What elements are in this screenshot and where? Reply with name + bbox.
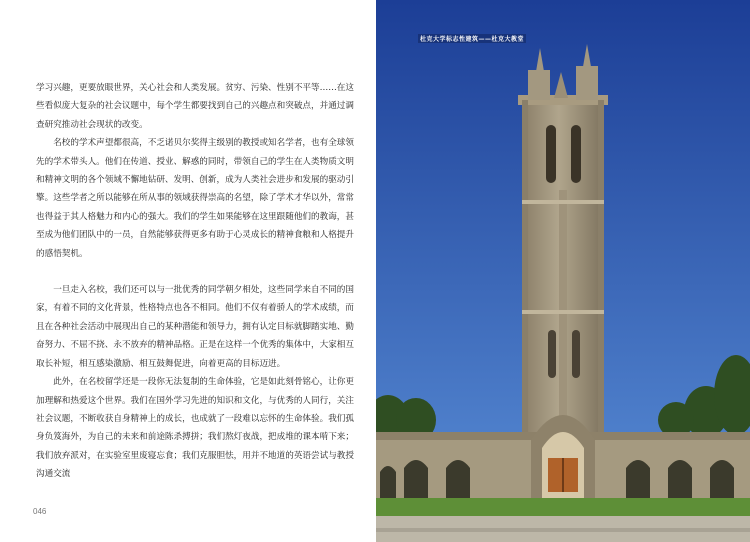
paragraph-1: 学习兴趣，更要放眼世界，关心社会和人类发展。贫穷、污染、性别不平等……在这些看似庞大复杂的社会议题中，每个学生都要找到自己的兴趣点和突破点，并通过调查研究推动社会现状的改变。 bbox=[36, 83, 354, 130]
paragraph-4: 此外，在名校留学还是一段你无法复制的生命体验，它是如此刻骨铭心，让你更加理解和热爱这个世界。我们在国外学习先进的知识和文化，与优秀的人同行，关注社会议题，不断收获自身精神上的成长，也成就了一段难以忘怀的生命体验。我们孤身负笈海外，为自己的未来和前途陈杀搏拼；我们熬灯夜战，把成堆的课本啃下来；我们放弃派对，在实验室里废寝忘食；我们克服胆怯，用并不地道的英语尝试与教授沟通交流 bbox=[36, 377, 354, 480]
paragraph-2: 名校的学术声望都很高，不乏诺贝尔奖得主级别的教授或知名学者，也有全球领先的学术带头人。他们在传道、授业、解惑的同时，带领自己的学生在人类物质文明和精神文明的各个领域不懈地钻研、发明、创新，成为人类社会进步和发展的驱动引擎。这些学者之所以能够在所从事的领域获得崇高的名望，除了学术才华以外，常常也得益于其人格魅力和内心的强大。我们的学生如果能够在这里跟随他们的教诲，甚至成为他们团队中的一员，自然能够获得更多有助于心灵成长的精神食粮和人格提升的感悟契机。 bbox=[36, 138, 354, 259]
lawn bbox=[376, 498, 750, 518]
paragraph-3: 一旦走入名校，我们还可以与一批优秀的同学朝夕相处，这些同学来自不同的国家，有着不同的文化背景，性格特点也各不相同。他们不仅有着骄人的学术成绩，而且在各种社会活动中展现出自己的某种潜能和领导力，拥有认定目标就脚踏实地、勤奋努力、不屈不挠、永不放弃的精神品格。正是在这样一个优秀的集体中，大家相互取长补短，相互感染激励、相互鼓舞促进，向着更高的目标迈进。 bbox=[36, 285, 354, 369]
page-number: 046 bbox=[33, 507, 47, 516]
right-page bbox=[376, 0, 750, 542]
chapel-photo bbox=[376, 0, 750, 542]
portal bbox=[531, 415, 595, 498]
tower bbox=[518, 44, 608, 440]
body-text bbox=[36, 79, 354, 484]
photo-caption: 杜克大学标志性建筑——杜克大教堂 bbox=[420, 36, 525, 43]
